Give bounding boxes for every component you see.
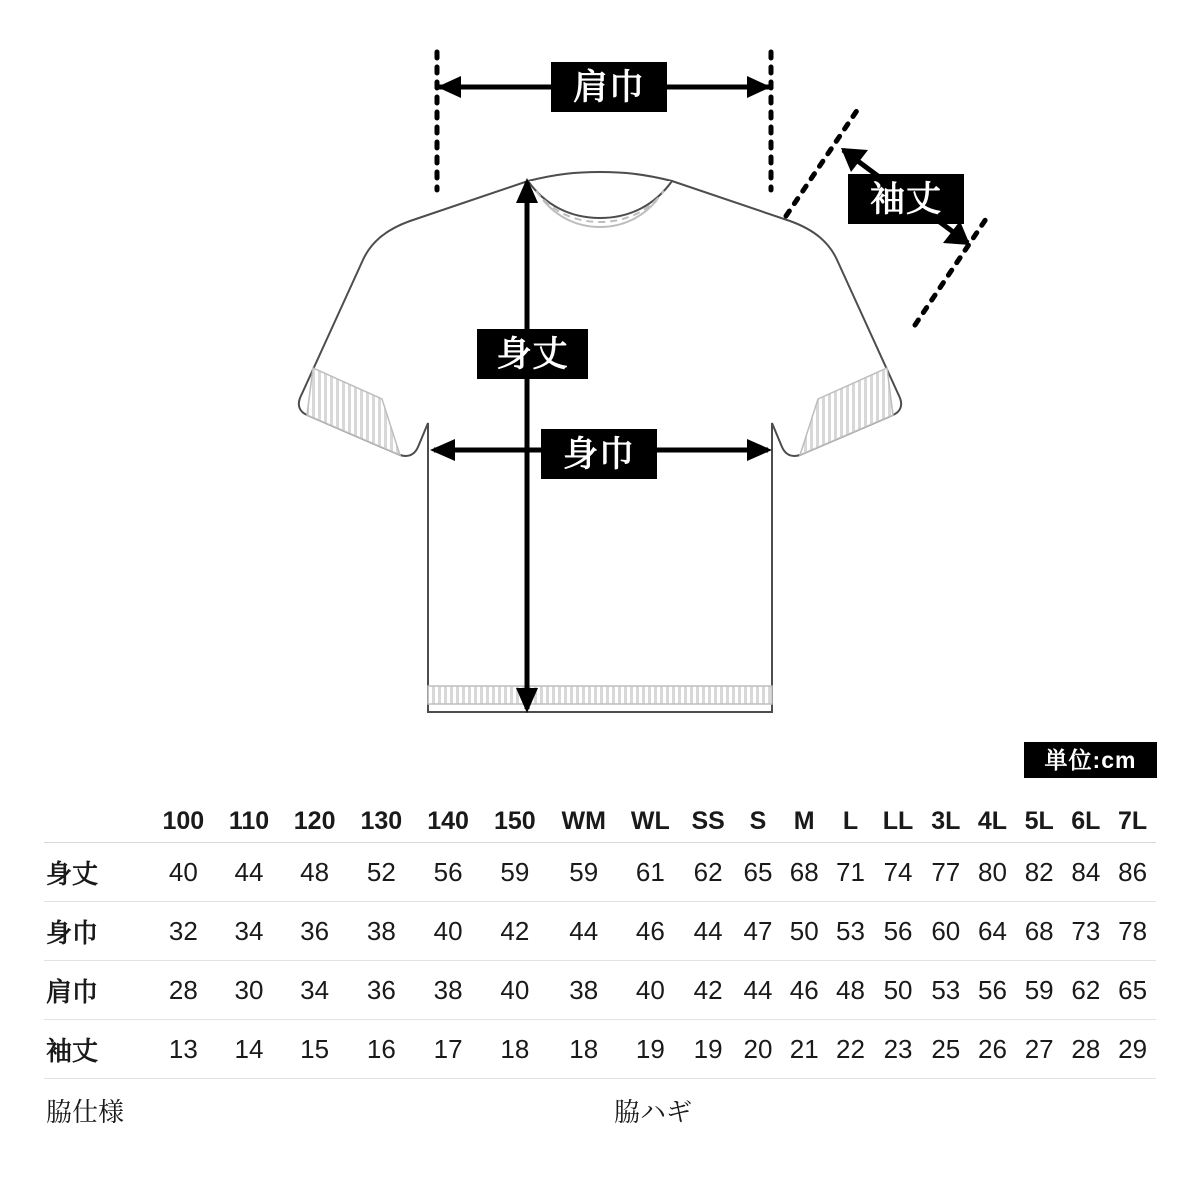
cell: 40 — [415, 902, 482, 961]
cell: 18 — [481, 1020, 548, 1079]
table-row — [44, 1020, 1156, 1079]
cell: 30 — [217, 961, 282, 1020]
cell: 27 — [1016, 1020, 1063, 1079]
cell: 40 — [619, 961, 681, 1020]
cell: 13 — [150, 1020, 217, 1079]
cell: 16 — [348, 1020, 415, 1079]
cell: 15 — [281, 1020, 348, 1079]
sleeve-length-label: 袖丈 — [848, 174, 964, 224]
row-header: 身丈 — [44, 843, 150, 902]
table-row — [44, 843, 1156, 902]
cell: 73 — [1063, 902, 1110, 961]
column-header: 100 — [150, 790, 217, 843]
cell: 68 — [1016, 902, 1063, 961]
cell: 47 — [735, 902, 781, 961]
cell: 52 — [348, 843, 415, 902]
cell: 18 — [548, 1020, 619, 1079]
cell: 44 — [681, 902, 734, 961]
cell: 82 — [1016, 843, 1063, 902]
cell: 50 — [874, 961, 923, 1020]
spec-row-value: 脇ハギ — [613, 1096, 692, 1127]
unit-badge: 単位:cm — [1024, 742, 1157, 778]
column-header: 140 — [415, 790, 482, 843]
cell: 68 — [781, 843, 827, 902]
column-header: 120 — [281, 790, 348, 843]
cell: 44 — [548, 902, 619, 961]
cell: 34 — [281, 961, 348, 1020]
cell: 38 — [548, 961, 619, 1020]
column-header: S — [735, 790, 781, 843]
column-header: 6L — [1063, 790, 1110, 843]
cell: 19 — [681, 1020, 734, 1079]
cell: 53 — [922, 961, 969, 1020]
cell: 46 — [781, 961, 827, 1020]
cell: 28 — [150, 961, 217, 1020]
cell: 61 — [619, 843, 681, 902]
row-header: 袖丈 — [44, 1020, 150, 1079]
cell: 56 — [969, 961, 1016, 1020]
cell: 59 — [481, 843, 548, 902]
column-header: WL — [619, 790, 681, 843]
cell: 62 — [1063, 961, 1110, 1020]
cell: 22 — [827, 1020, 873, 1079]
cell: 38 — [415, 961, 482, 1020]
cell: 36 — [348, 961, 415, 1020]
cell: 59 — [548, 843, 619, 902]
cell: 23 — [874, 1020, 923, 1079]
cell: 21 — [781, 1020, 827, 1079]
cell: 74 — [874, 843, 923, 902]
table-body — [44, 843, 1156, 1079]
cell: 84 — [1063, 843, 1110, 902]
cell: 48 — [281, 843, 348, 902]
body-length-label: 身丈 — [477, 329, 588, 379]
cell: 65 — [735, 843, 781, 902]
cell: 65 — [1109, 961, 1156, 1020]
column-header: 110 — [217, 790, 282, 843]
column-header: 130 — [348, 790, 415, 843]
column-header: 4L — [969, 790, 1016, 843]
cell: 25 — [922, 1020, 969, 1079]
cell: 32 — [150, 902, 217, 961]
cell: 42 — [481, 902, 548, 961]
cell: 17 — [415, 1020, 482, 1079]
column-header: M — [781, 790, 827, 843]
row-header: 身巾 — [44, 902, 150, 961]
cell: 20 — [735, 1020, 781, 1079]
column-header: LL — [874, 790, 923, 843]
cell: 34 — [217, 902, 282, 961]
cell: 19 — [619, 1020, 681, 1079]
column-header: 7L — [1109, 790, 1156, 843]
column-header: SS — [681, 790, 734, 843]
column-header: L — [827, 790, 873, 843]
cell: 64 — [969, 902, 1016, 961]
cell: 29 — [1109, 1020, 1156, 1079]
cell: 28 — [1063, 1020, 1110, 1079]
cell: 86 — [1109, 843, 1156, 902]
table-row — [44, 902, 1156, 961]
cell: 80 — [969, 843, 1016, 902]
cell: 26 — [969, 1020, 1016, 1079]
cell: 46 — [619, 902, 681, 961]
table-footer — [44, 1079, 1156, 1142]
cell: 42 — [681, 961, 734, 1020]
shoulder-width-label: 肩巾 — [551, 62, 667, 112]
cell: 62 — [681, 843, 734, 902]
column-header: 3L — [922, 790, 969, 843]
cell: 59 — [1016, 961, 1063, 1020]
column-header: WM — [548, 790, 619, 843]
column-header: 5L — [1016, 790, 1063, 843]
cell: 71 — [827, 843, 873, 902]
table-row — [44, 961, 1156, 1020]
spec-row-header: 脇仕様 — [46, 1096, 125, 1127]
cell: 44 — [735, 961, 781, 1020]
column-header: 150 — [481, 790, 548, 843]
cell: 53 — [827, 902, 873, 961]
cell: 56 — [874, 902, 923, 961]
table-header-row — [44, 790, 1156, 843]
cell: 14 — [217, 1020, 282, 1079]
size-chart-table — [44, 790, 1156, 1141]
body-width-label: 身巾 — [541, 429, 657, 479]
cell: 36 — [281, 902, 348, 961]
cell: 40 — [481, 961, 548, 1020]
table-header — [44, 790, 1156, 843]
row-header: 肩巾 — [44, 961, 150, 1020]
cell: 38 — [348, 902, 415, 961]
cell: 78 — [1109, 902, 1156, 961]
cell: 48 — [827, 961, 873, 1020]
cell: 77 — [922, 843, 969, 902]
spec-row — [44, 1079, 1156, 1142]
cell: 50 — [781, 902, 827, 961]
table-corner-cell — [44, 790, 150, 843]
cell: 60 — [922, 902, 969, 961]
cell: 40 — [150, 843, 217, 902]
cell: 44 — [217, 843, 282, 902]
cell: 56 — [415, 843, 482, 902]
